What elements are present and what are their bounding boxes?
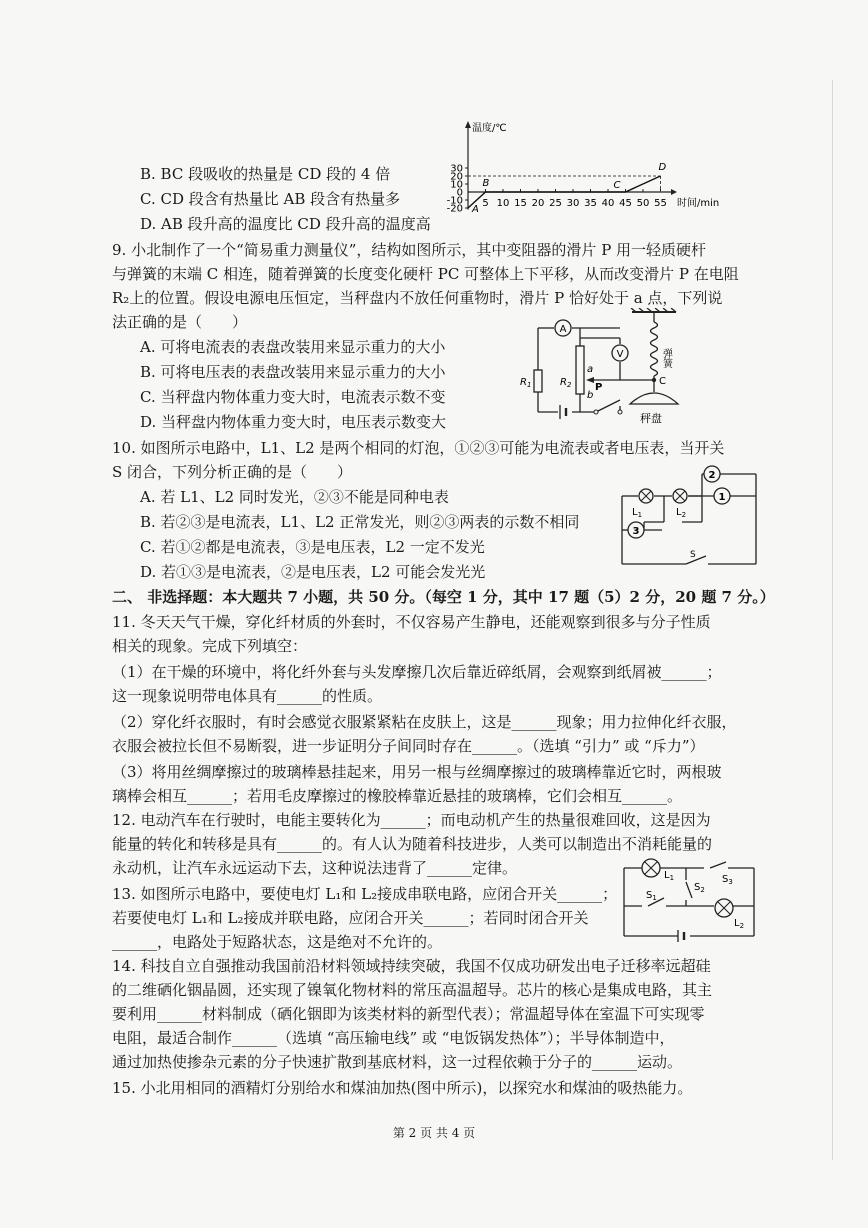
q11-line: （1）在干燥的环境中，将化纤外套与头发摩擦几次后靠近碎纸屑，会观察到纸屑被______； xyxy=(112,663,722,681)
point-c-label: C xyxy=(659,376,666,387)
x-tick-label: 20 xyxy=(531,198,545,209)
q14-line: 的二维硒化铟晶圆，还实现了镍氧化物材料的常压高温超导。芯片的核心是集成电路，其主 xyxy=(112,981,713,999)
slider-p-label: P xyxy=(595,382,603,393)
x-tick-label: 45 xyxy=(619,198,632,209)
point-label-d: D xyxy=(658,162,667,173)
s3-label: $S_3$ xyxy=(722,874,733,886)
q8-option-b: B. BC 段吸收的热量是 CD 段的 4 倍 xyxy=(140,165,391,183)
scan-edge-line xyxy=(832,80,833,1160)
q14-line: 要利用______材料制成（硒化铟即为该类材料的新型代表）；常温超导体在室温下可实现零 xyxy=(112,1005,705,1023)
q11-line: 相关的现象。完成下列填空： xyxy=(112,637,308,655)
meter-3-label: 3 xyxy=(632,526,640,537)
voltmeter-label: V xyxy=(616,349,624,360)
q12-line: 能量的转化和转移是具有______的。有人认为随着科技进步，人类可以制造出不消耗能量的 xyxy=(112,835,713,853)
q12-line: 12. 电动汽车在行驶时，电能主要转化为______；而电动机产生的热量很难回收，这是因为 xyxy=(112,811,711,829)
q11-line: 11. 冬天天气干燥，穿化纤材质的外套时，不仅容易产生静电，还能观察到很多与分子性质 xyxy=(112,613,711,631)
y-tick-label: 0 xyxy=(456,187,463,199)
q11-line: 这一现象说明带电体具有______的性质。 xyxy=(112,687,383,705)
q10-stem-line: S 闭合，下列分析正确的是（ ） xyxy=(112,463,353,481)
q10-option-d: D. 若①③是电流表，②是电压表，L2 可能会发光光 xyxy=(140,563,486,581)
y-tick-label: 30 xyxy=(450,163,463,175)
section-2-heading: 二、 非选择题：本大题共 7 小题，共 50 分。（每空 1 分，其中 17 题（5）2 分，20 题 7 分。） xyxy=(112,588,775,606)
meter-2-label: 2 xyxy=(708,470,716,481)
q11-line: 衣服会被拉长但不易断裂，进一步证明分子间同时存在______。（选填 “引力” 或 “斥力”） xyxy=(112,737,705,755)
q10-option-b: B. 若②③是电流表，L1、L2 正常发光，则②③两表的示数不相同 xyxy=(140,513,580,531)
x-tick-label: 40 xyxy=(601,198,615,209)
y-tick-label: -20 xyxy=(446,203,463,215)
q14-line: 电阻，最适合制作______（选填 “高压输电线” 或 “电饭锅发热体”）；半导体制造中， xyxy=(112,1029,675,1047)
q13-line: ______，电路处于短路状态，这是绝对不允许的。 xyxy=(112,933,443,951)
l2-label: $L_2$ xyxy=(676,507,687,519)
q11-line: 璃棒会相互______；若用毛皮摩擦过的橡胶棒靠近悬挂的玻璃棒，它们会相互______。 xyxy=(112,787,683,805)
temperature-time-chart xyxy=(436,118,726,236)
x-axis-arrow xyxy=(671,189,677,195)
x-tick-label: 25 xyxy=(549,198,562,209)
q14-line: 14. 科技自立自强推动我国前沿材料领域持续突破，我国不仅成功研发出电子迁移率远超硅 xyxy=(112,957,711,975)
point-label-c: C xyxy=(613,180,621,191)
ammeter-label: A xyxy=(559,324,567,335)
q9-option-c: C. 当秤盘内物体重力变大时，电流表示数不变 xyxy=(140,388,446,406)
q10-option-c: C. 若①②都是电流表，③是电压表，L2 一定不发光 xyxy=(140,538,485,556)
x-tick-label: 50 xyxy=(636,198,650,209)
y-tick-label: 20 xyxy=(450,171,463,183)
page-footer: 第 2 页 共 4 页 xyxy=(392,1126,476,1140)
s2-label: $S_2$ xyxy=(694,882,705,894)
switch-s-label: S xyxy=(690,550,696,560)
r2-label: $R_2$ xyxy=(560,377,572,389)
q9-circuit-figure xyxy=(516,308,706,436)
x-tick-label: 35 xyxy=(584,198,597,209)
q9-stem-line: R₂上的位置。假设电源电压恒定，当秤盘内不放任何重物时，滑片 P 恰好处于 a 点，下列说 xyxy=(112,289,723,307)
l2-label: $L_2$ xyxy=(734,918,745,930)
q10-circuit-figure xyxy=(614,460,764,570)
q15-line: 15. 小北用相同的酒精灯分别给水和煤油加热(图中所示)，以探究水和煤油的吸热能力。 xyxy=(112,1079,693,1097)
r1-label: $R_1$ xyxy=(520,377,532,389)
x-tick-label: 30 xyxy=(566,198,580,209)
q8-option-c: C. CD 段含有热量比 AB 段含有热量多 xyxy=(140,190,401,208)
x-axis-label: 时间/min xyxy=(677,198,720,209)
q10-option-a: A. 若 L1、L2 同时发光，②③不能是同种电表 xyxy=(140,488,449,506)
q9-option-d: D. 当秤盘内物体重力变大时，电压表示数变大 xyxy=(140,413,447,431)
meter-1-label: 1 xyxy=(718,492,726,503)
x-tick-label: 5 xyxy=(482,198,489,209)
q14-line: 通过加热使掺杂元素的分子快速扩散到基底材料，这一过程依赖于分子的______运动。 xyxy=(112,1053,683,1071)
point-label-b: B xyxy=(482,178,490,189)
x-tick-label: 15 xyxy=(514,198,527,209)
y-tick-label: 10 xyxy=(450,179,463,191)
x-tick-label: 55 xyxy=(654,198,667,209)
q9-stem-line: 9. 小北制作了一个“简易重力测量仪”，结构如图所示，其中变阻器的滑片 P 用一轻质硬杆 xyxy=(112,241,707,259)
q13-line: 若要使电灯 L₁和 L₂接成并联电路，应闭合开关______；若同时闭合开关 xyxy=(112,909,589,927)
point-a-label: a xyxy=(587,364,594,375)
q13-circuit-figure xyxy=(614,852,764,948)
l1-label: $L_1$ xyxy=(632,507,643,519)
spring-label: 弹簧 xyxy=(660,348,672,368)
q9-option-a: A. 可将电流表的表盘改装用来显示重力的大小 xyxy=(140,338,446,356)
q11-line: （3）将用丝绸摩擦过的玻璃棒悬挂起来，用另一根与丝绸摩擦过的玻璃棒靠近它时，两根玻 xyxy=(112,763,722,781)
s1-label: $S_1$ xyxy=(646,890,657,902)
y-axis-arrow xyxy=(465,121,471,128)
y-axis-label: 温度/℃ xyxy=(472,123,507,134)
q9-stem-line: 与弹簧的末端 C 相连，随着弹簧的长度变化硬杆 PC 可整体上下平移，从而改变滑片 P 在电阻 xyxy=(112,265,739,283)
y-tick-label: -10 xyxy=(446,195,463,207)
l1-label: $L_1$ xyxy=(664,870,675,882)
q10-stem-line: 10. 如图所示电路中，L1、L2 是两个相同的灯泡，①②③可能为电流表或者电压表，当开关 xyxy=(112,439,725,457)
q13-line: 13. 如图所示电路中，要使电灯 L₁和 L₂接成串联电路，应闭合开关______； xyxy=(112,885,618,903)
q11-line: （2）穿化纤衣服时，有时会感觉衣服紧紧粘在皮肤上，这是______现象；用力拉伸化纤衣服， xyxy=(112,713,737,731)
point-label-a: A xyxy=(472,204,479,215)
pan-label: 秤盘 xyxy=(640,412,662,425)
q12-line: 永动机，让汽车永远运动下去，这种说法违背了______定律。 xyxy=(112,859,518,877)
point-b-label: b xyxy=(587,390,594,401)
q9-option-b: B. 可将电压表的表盘改装用来显示重力的大小 xyxy=(140,363,446,381)
x-tick-label: 10 xyxy=(496,198,510,209)
q9-stem-line: 法正确的是（ ） xyxy=(112,313,248,331)
q8-option-d: D. AB 段升高的温度比 CD 段升高的温度高 xyxy=(140,215,431,233)
